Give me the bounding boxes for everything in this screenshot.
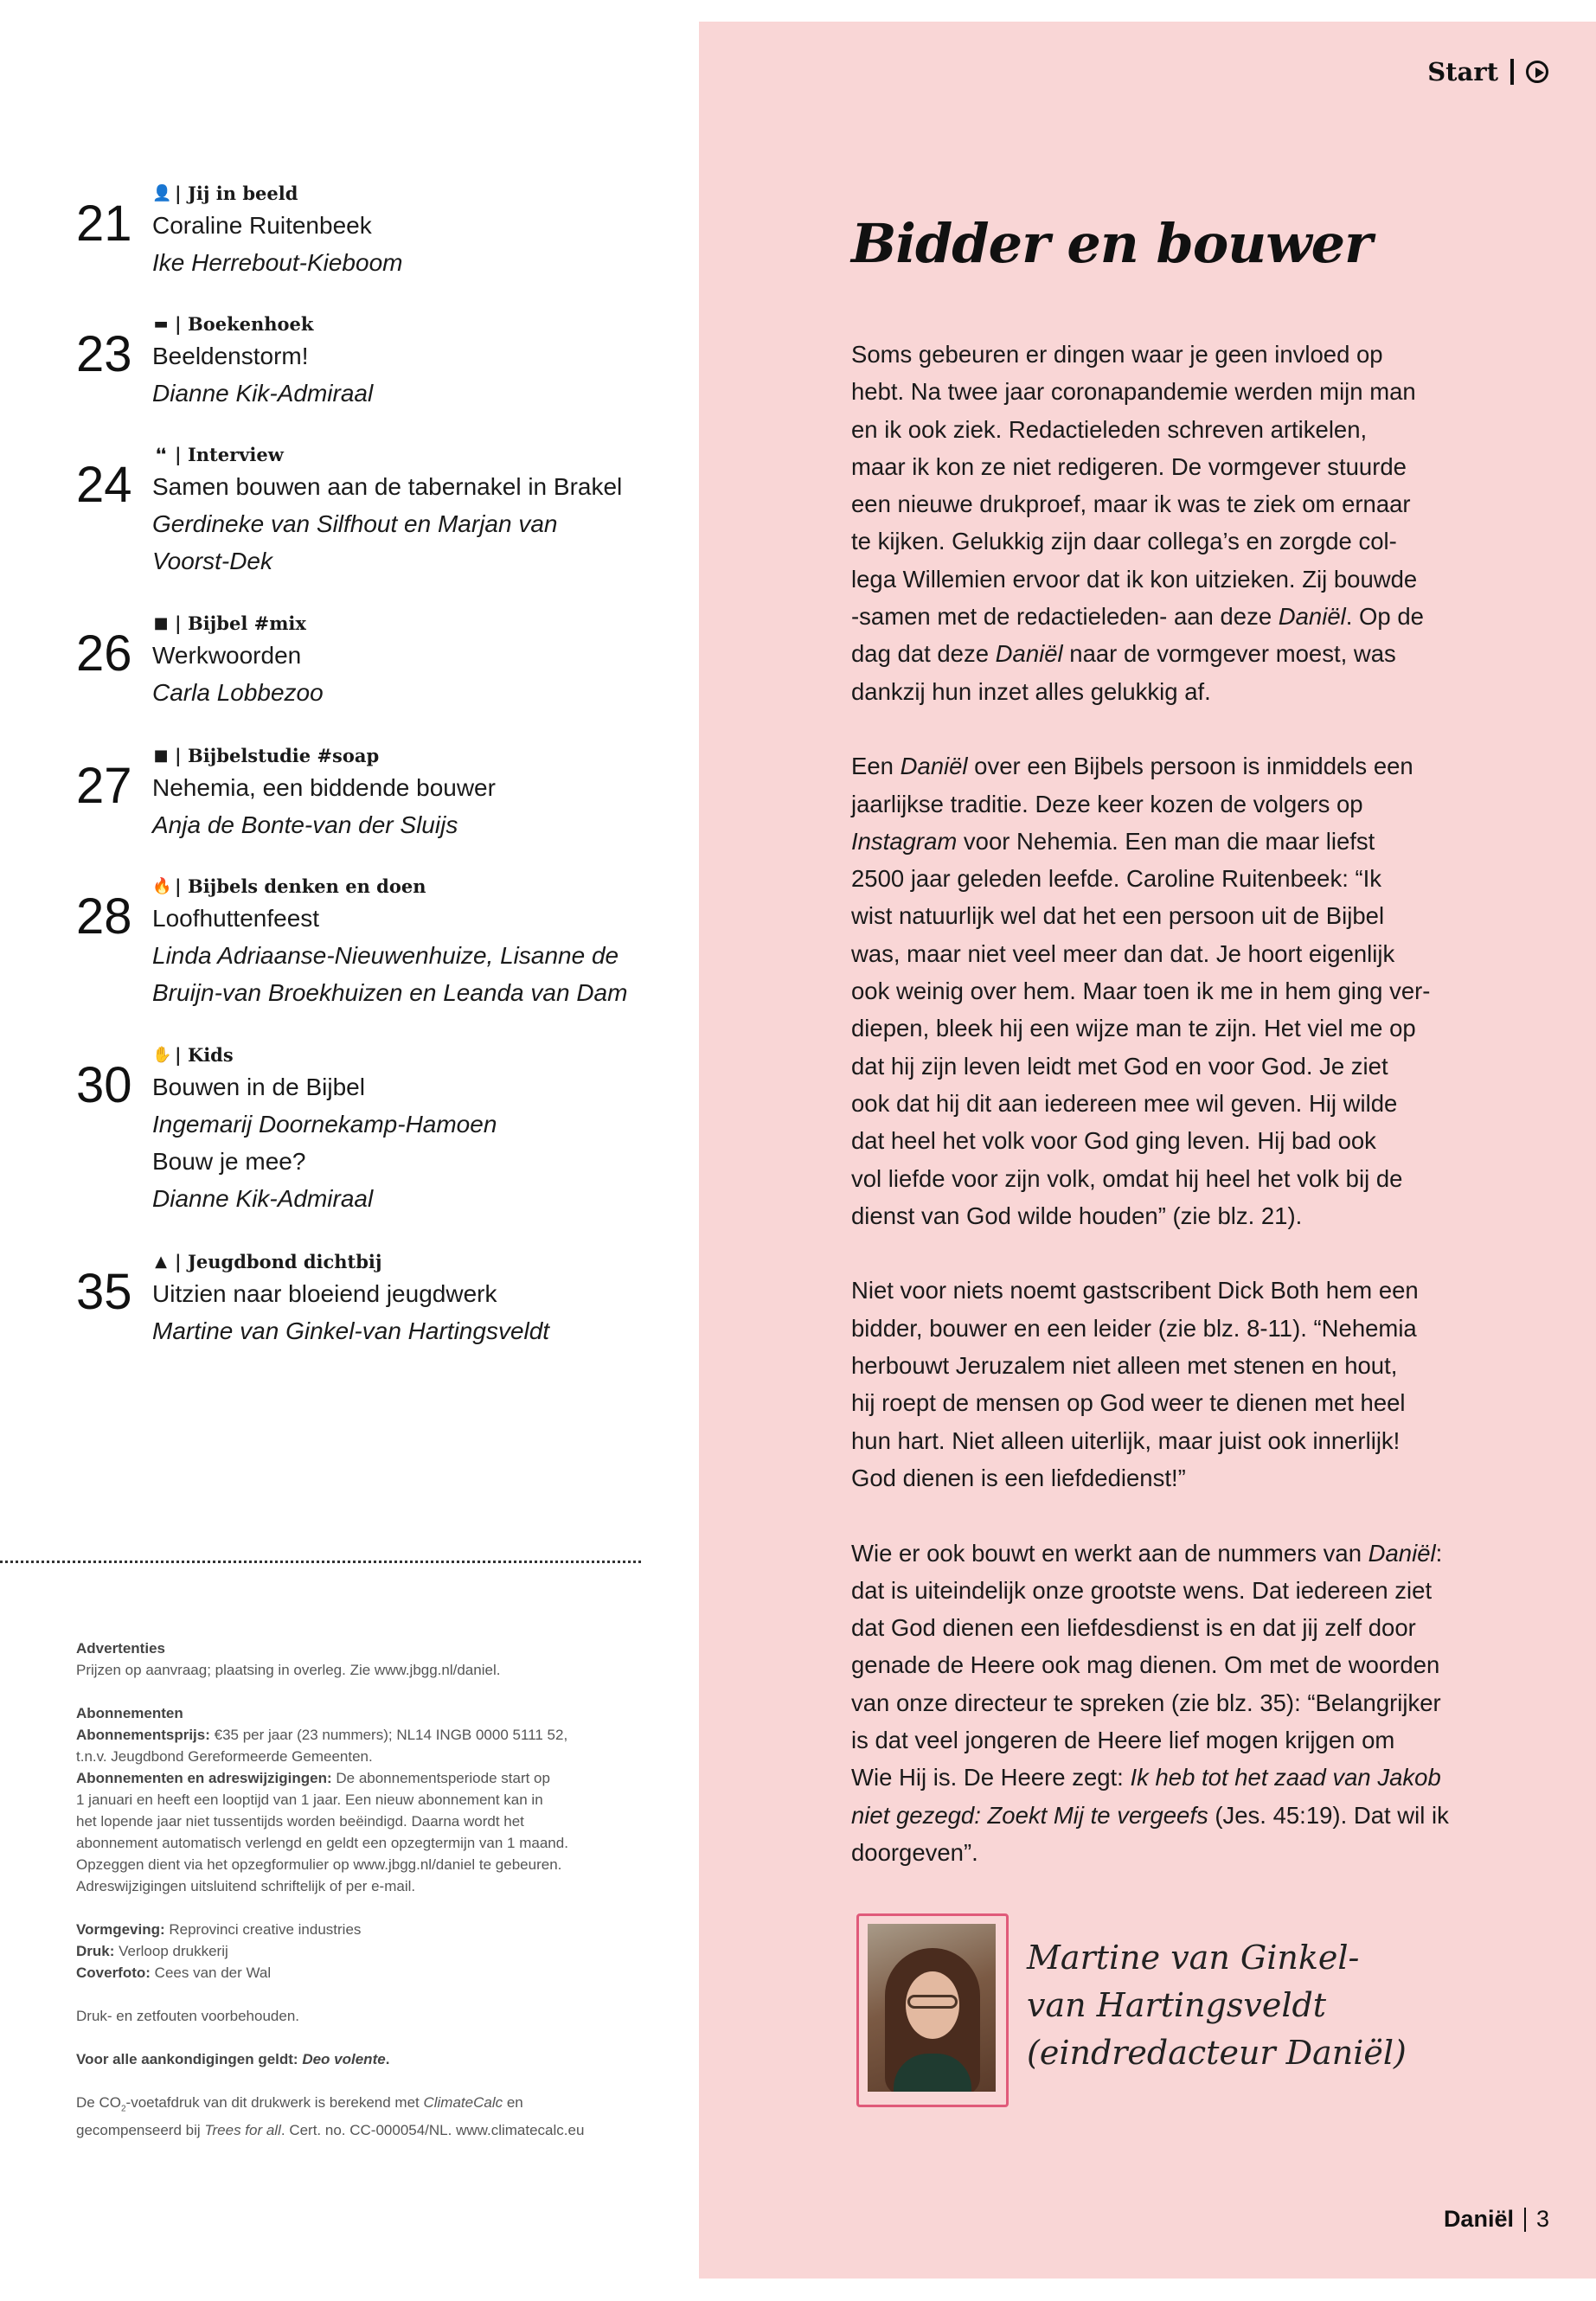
colophon-text: Verloop drukkerij	[114, 1943, 228, 1959]
toc-author: Voorst-Dek	[152, 548, 273, 574]
colophon-text: abonnement automatisch verlengd en geldt een opzegtermijn van 1 maand.	[76, 1835, 568, 1851]
article-line: dankzij hun inzet alles gelukkig af.	[851, 677, 1211, 705]
article-line: -samen met de redactieleden- aan deze Daniël. Op de	[851, 603, 1424, 631]
article-paragraph	[851, 747, 1474, 1234]
article-line: ook weinig over hem. Maar toen ik me in hem ging ver-	[851, 977, 1431, 1005]
article-line: herbouwt Jeruzalem niet alleen met stenen en hout,	[851, 1352, 1398, 1380]
colophon-text: Voor alle aankondigingen geldt:	[76, 2051, 303, 2067]
toc-author: Ingemarij Doornekamp-Hamoen	[152, 1111, 497, 1138]
spacer	[851, 1497, 1474, 1534]
toc-title[interactable]: Werkwoorden	[152, 642, 302, 669]
toc-author: Dianne Kik-Admiraal	[152, 380, 374, 407]
page-footer	[1444, 2206, 1549, 2233]
article-line: Wie Hij is. De Heere zegt: Ik heb tot het zaad van Jakob	[851, 1764, 1441, 1791]
article-line: diepen, bleek hij een wijze man te zijn. Het viel me op	[851, 1015, 1416, 1042]
toc-author: Dianne Kik-Admiraal	[152, 1185, 374, 1212]
toc-page-number: 21	[76, 195, 132, 252]
article-line: dat hij zijn leven leidt met God en voor God. Je ziet	[851, 1052, 1388, 1080]
colophon-text: -voetafdruk van dit drukwerk is berekend met	[125, 2094, 424, 2111]
article-line: maar ik kon ze niet redigeren. De vormgever stuurde	[851, 452, 1407, 480]
article-line: dag dat deze Daniël naar de vormgever moest, was	[851, 640, 1396, 668]
colophon-line	[76, 1659, 630, 1681]
bible-icon: ■	[153, 614, 169, 632]
colophon-text: De abonnementsperiode start op	[331, 1770, 550, 1786]
colophon-line	[76, 1919, 630, 1940]
toc-category-label: | Bijbels denken en doen	[175, 875, 426, 897]
person-icon: 👤	[152, 184, 172, 202]
page-number: 3	[1535, 2206, 1549, 2232]
colophon-line	[76, 1638, 630, 1659]
toc-author: Bruijn-van Broekhuizen en Leanda van Dam	[152, 979, 628, 1006]
colophon-line	[76, 1746, 630, 1767]
colophon-text: ClimateCalc	[423, 2094, 503, 2111]
toc-page-number: 27	[76, 758, 132, 814]
signature	[1027, 1934, 1407, 2077]
colophon-text: Coverfoto:	[76, 1965, 151, 1981]
article-line: hij roept de mensen op God weer te dienen met heel	[851, 1389, 1406, 1417]
colophon-text: Abonnementsprijs:	[76, 1727, 210, 1743]
article-line: Soms gebeuren er dingen waar je geen invloed op	[851, 341, 1383, 368]
toc-title[interactable]: Bouwen in de Bijbel	[152, 1074, 365, 1100]
article-line: doorgeven”.	[851, 1838, 978, 1866]
flame-icon: 🔥	[152, 877, 172, 895]
article-line: hebt. Na twee jaar coronapandemie werden mijn man	[851, 378, 1416, 406]
spacer	[851, 1234, 1474, 1272]
toc-author: Martine van Ginkel-van Hartingsveldt	[152, 1317, 550, 1344]
colophon-line	[76, 2048, 630, 2070]
toc-page-number: 35	[76, 1264, 132, 1320]
toc-category	[152, 1249, 689, 1275]
editor-photo	[868, 1924, 996, 2092]
colophon-text: Deo volente	[302, 2051, 386, 2067]
colophon-text: Reprovinci creative industries	[164, 1921, 362, 1938]
colophon-text: Prijzen op aanvraag; plaatsing in overleg. Zie www.jbgg.nl/daniel.	[76, 1662, 501, 1678]
start-link[interactable]	[1427, 57, 1548, 87]
hand-icon: ✋	[152, 1046, 172, 1064]
article-line: hun hart. Niet alleen uiterlijk, maar juist ook innerlijk!	[851, 1426, 1401, 1454]
colophon-text: het lopende jaar niet tussentijds worden beëindigd. Daarna wordt het	[76, 1813, 524, 1830]
colophon-line	[76, 1962, 630, 1984]
toc-page-number: 23	[76, 326, 132, 382]
article-line: bidder, bouwer en een leider (zie blz. 8-11). “Nehemia	[851, 1314, 1417, 1342]
article-body	[851, 336, 1474, 1871]
colophon-line	[76, 1724, 630, 1746]
spacer	[76, 1897, 630, 1919]
colophon-line	[76, 2005, 630, 2027]
toc-author: Gerdineke van Silfhout en Marjan van	[152, 510, 558, 537]
colophon-text: 1 januari en heeft een looptijd van 1 jaar. Een nieuw abonnement kan in	[76, 1791, 543, 1808]
toc-title[interactable]: Loofhuttenfeest	[152, 905, 320, 932]
signature-line: van Hartingsveldt	[1027, 1986, 1327, 2024]
divider	[1524, 2208, 1526, 2232]
toc-category-label: | Boekenhoek	[175, 313, 314, 335]
toc-category-label: | Jeugdbond dichtbij	[175, 1251, 382, 1272]
colophon-text: . Cert. no. CC-000054/NL. www.climatecalc.eu	[280, 2122, 585, 2139]
toc-category-label: | Interview	[175, 444, 284, 465]
arrow-up-icon: ▲	[155, 1253, 167, 1271]
article-line: ook dat hij dit aan iedereen mee wil geven. Hij wilde	[851, 1089, 1398, 1117]
toc-category	[152, 743, 689, 769]
play-icon	[1526, 61, 1548, 83]
toc-title[interactable]: Beeldenstorm!	[152, 343, 309, 369]
divider	[1510, 59, 1514, 85]
colophon-text: en	[503, 2094, 523, 2111]
magazine-name: Daniël	[1443, 2206, 1514, 2232]
toc-category-label: | Kids	[175, 1044, 234, 1066]
article-line: genade de Heere ook mag dienen. Om met de woorden	[851, 1651, 1440, 1679]
colophon-text: Vormgeving:	[76, 1921, 165, 1938]
bible-icon: ■	[153, 747, 169, 765]
toc-author: Carla Lobbezoo	[152, 679, 324, 706]
article-line: Instagram voor Nehemia. Een man die maar liefst	[851, 827, 1375, 855]
article-paragraph	[851, 1535, 1474, 1872]
article-line: en ik ook ziek. Redactieleden schreven artikelen,	[851, 415, 1368, 443]
spacer	[76, 1681, 630, 1702]
colophon-text: Trees for all	[204, 2122, 281, 2139]
book-icon: ▬	[153, 315, 169, 333]
toc-category	[152, 311, 689, 337]
article-line: niet gezegd: Zoekt Mij te vergeefs (Jes. 45:19). Dat wil ik	[851, 1801, 1449, 1829]
article-line: te kijken. Gelukkig zijn daar collega’s en zorgde col-	[851, 528, 1397, 555]
article-line: Een Daniël over een Bijbels persoon is inmiddels een	[851, 753, 1413, 780]
colophon-line	[76, 1702, 630, 1724]
signature-line: (eindredacteur Daniël)	[1027, 2034, 1407, 2072]
toc-category	[152, 442, 689, 468]
colophon-text: gecompenseerd bij	[76, 2122, 205, 2139]
colophon-text: 2	[120, 2104, 126, 2114]
colophon-text: €35 per jaar (23 nummers); NL14 INGB 0000 5111 52,	[209, 1727, 568, 1743]
toc-category-label: | Jij in beeld	[175, 183, 298, 204]
article-line: 2500 jaar geleden leefde. Caroline Ruitenbeek: “Ik	[851, 865, 1382, 893]
colophon-line	[76, 2119, 630, 2141]
spacer	[851, 710, 1474, 747]
toc-author: Ike Herrebout-Kieboom	[152, 249, 403, 276]
colophon-text: Abonnementen en adreswijzigingen:	[76, 1770, 332, 1786]
colophon-text: Adreswijzigingen uitsluitend schriftelijk of per e-mail.	[76, 1878, 416, 1894]
article-line: dat God dienen een liefdesdienst is en dat jij zelf door	[851, 1614, 1416, 1642]
colophon-text: Cees van der Wal	[150, 1965, 272, 1981]
article-line: jaarlijkse traditie. Deze keer kozen de volgers op	[851, 790, 1363, 817]
article-line: lega Willemien ervoor dat ik kon uitzieken. Zij bouwde	[851, 565, 1418, 593]
article-line: een nieuwe drukproef, maar ik was te ziek om ernaar	[851, 490, 1411, 518]
toc-category-label: | Bijbel #mix	[175, 612, 306, 634]
spacer	[76, 2070, 630, 2092]
quote-icon: ❛❛	[156, 445, 166, 464]
colophon	[76, 1638, 630, 2141]
colophon-text: Abonnementen	[76, 1705, 183, 1721]
article-line: vol liefde voor zijn volk, omdat hij heel het volk bij de	[851, 1164, 1403, 1192]
article-title: Bidder en bouwer	[851, 212, 1372, 275]
article-line: van onze directeur te spreken (zie blz. 35): “Belangrijker	[851, 1689, 1441, 1716]
colophon-line	[76, 1789, 630, 1811]
dotted-divider	[0, 1561, 641, 1563]
colophon-text: Advertenties	[76, 1640, 165, 1657]
toc-title[interactable]: Bouw je mee?	[152, 1148, 306, 1175]
toc-title[interactable]: Uitzien naar bloeiend jeugdwerk	[152, 1280, 497, 1307]
article-paragraph	[851, 336, 1474, 710]
colophon-text: .	[385, 2051, 390, 2067]
article-line: God dienen is een liefdedienst!”	[851, 1464, 1186, 1491]
colophon-line	[76, 1811, 630, 1832]
toc-page-number: 26	[76, 625, 132, 682]
toc-category	[152, 874, 689, 900]
colophon-line	[76, 1832, 630, 1854]
article-line: dienst van God wilde houden” (zie blz. 21).	[851, 1202, 1303, 1229]
toc-title[interactable]: Samen bouwen aan de tabernakel in Brakel	[152, 473, 623, 500]
toc-title[interactable]: Coraline Ruitenbeek	[152, 212, 372, 239]
article-line: was, maar niet veel meer dan dat. Je hoort eigenlijk	[851, 939, 1395, 967]
toc-category	[152, 1042, 689, 1068]
colophon-text: Druk- en zetfouten voorbehouden.	[76, 2008, 300, 2024]
colophon-line	[76, 2092, 630, 2119]
toc-author: Anja de Bonte-van der Sluijs	[152, 811, 458, 838]
colophon-text: De CO	[76, 2094, 121, 2111]
toc-page-number: 28	[76, 888, 132, 945]
article-line: Niet voor niets noemt gastscribent Dick Both hem een	[851, 1277, 1419, 1304]
toc-page-number: 30	[76, 1057, 132, 1113]
colophon-line	[76, 1767, 630, 1789]
colophon-line	[76, 1875, 630, 1897]
start-label: Start	[1427, 57, 1498, 87]
article-line: dat heel het volk voor God ging leven. Hij bad ook	[851, 1127, 1376, 1155]
colophon-line	[76, 1940, 630, 1962]
article-line: is dat veel jongeren de Heere lief mogen krijgen om	[851, 1726, 1395, 1753]
toc-author: Linda Adriaanse-Nieuwenhuize, Lisanne de	[152, 942, 619, 969]
colophon-text: Opzeggen dient via het opzegformulier op www.jbgg.nl/daniel te gebeuren.	[76, 1856, 562, 1873]
colophon-text: t.n.v. Jeugdbond Gereformeerde Gemeenten.	[76, 1748, 373, 1765]
toc-category	[152, 611, 689, 637]
toc-page-number: 24	[76, 457, 132, 513]
article-line: Wie er ook bouwt en werkt aan de nummers van Daniël:	[851, 1539, 1443, 1567]
article-paragraph	[851, 1272, 1474, 1497]
colophon-line	[76, 1854, 630, 1875]
toc-category	[152, 181, 689, 207]
article-line: dat is uiteindelijk onze grootste wens. Dat iedereen ziet	[851, 1576, 1433, 1604]
colophon-text: Druk:	[76, 1943, 115, 1959]
toc-title[interactable]: Nehemia, een biddende bouwer	[152, 774, 496, 801]
spacer	[76, 2027, 630, 2048]
spacer	[76, 1984, 630, 2005]
article-line: wist natuurlijk wel dat het een persoon uit de Bijbel	[851, 902, 1385, 930]
toc-category-label: | Bijbelstudie #soap	[175, 745, 380, 766]
signature-line: Martine van Ginkel-	[1027, 1939, 1360, 1977]
